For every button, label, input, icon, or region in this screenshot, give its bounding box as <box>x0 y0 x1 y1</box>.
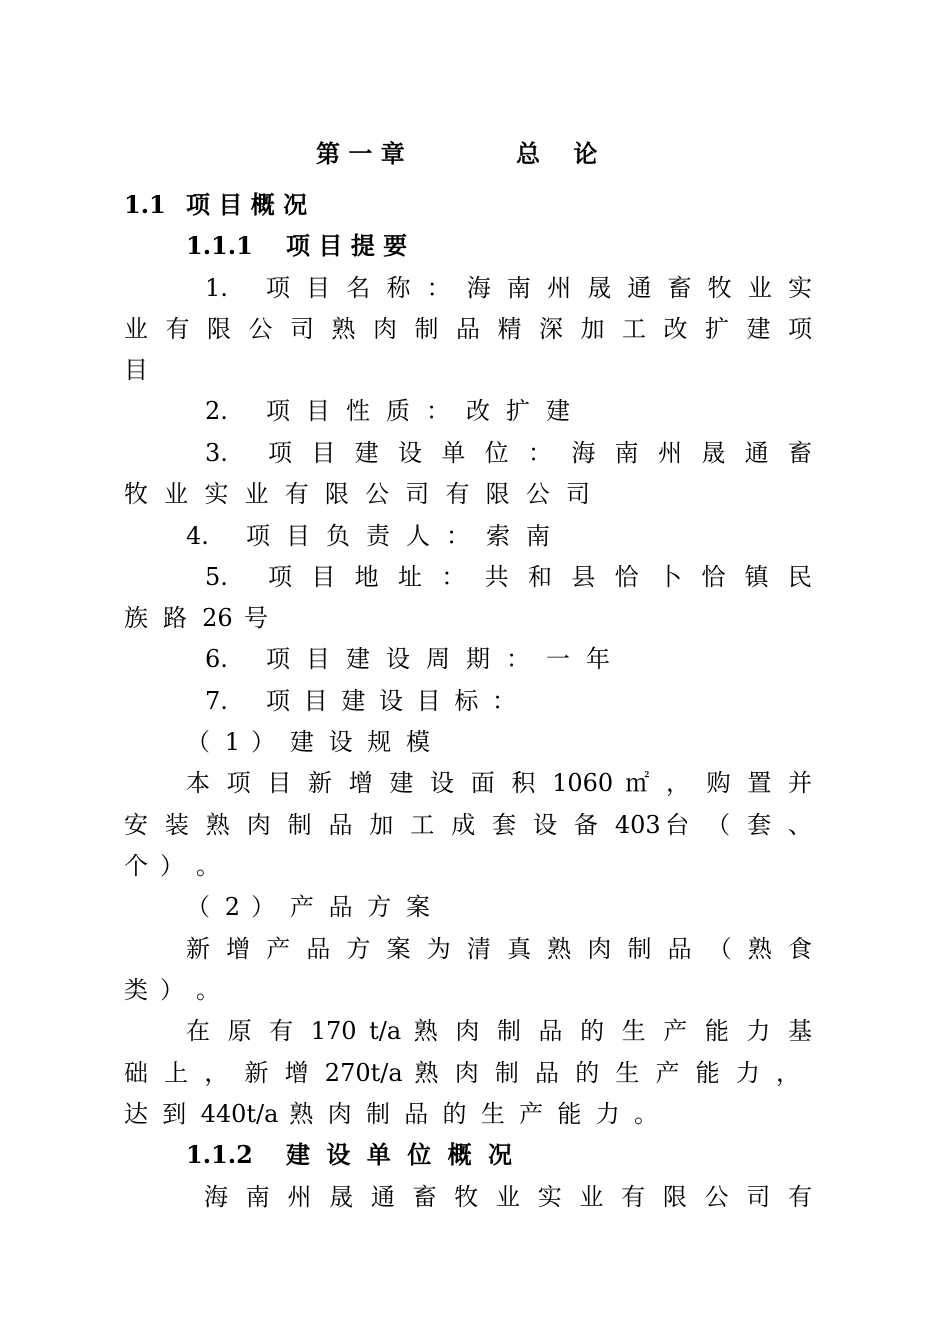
goal-2-para <box>0 932 950 966</box>
item-5-cont <box>0 601 950 635</box>
item-4-number: 4. <box>186 522 209 550</box>
chapter-title: 总 论 <box>516 139 598 168</box>
item-1-line-1: 项 目 名 称 ： 海 南 州 晟 通 畜 牧 业 实 <box>266 274 812 302</box>
capacity-para <box>0 1014 950 1048</box>
item-1-cont-2 <box>0 353 950 387</box>
item-1 <box>0 271 950 305</box>
item-1-line-2: 业 有 限 公 司 熟 肉 制 品 精 深 加 工 改 扩 建 项 <box>124 315 812 343</box>
section-1-1-title: 项 目 概 况 <box>186 190 308 219</box>
capacity-line-1: 在 原 有 170 t/a 熟 肉 制 品 的 生 产 能 力 基 <box>186 1017 812 1045</box>
section-1-1-2-title: 建 设 单 位 概 况 <box>286 1140 512 1169</box>
item-2 <box>0 394 950 428</box>
item-4 <box>0 519 950 553</box>
item-3-line-1: 项 目 建 设 单 位 ： 海 南 州 晟 通 畜 <box>268 439 812 467</box>
item-7 <box>0 684 950 718</box>
section-1-1-1-heading <box>0 229 950 263</box>
item-3-cont <box>0 477 950 511</box>
goal-1-line-1: 本 项 目 新 增 建 设 面 积 1060 ㎡ ， 购 置 并 <box>186 769 812 797</box>
capacity-line-2: 础 上 ， 新 增 270t/a 熟 肉 制 品 的 生 产 能 力 ， <box>124 1059 800 1087</box>
goal-1-para-cont <box>0 808 950 842</box>
item-5-number: 5. <box>205 563 228 591</box>
goal-1-line-2: 安 装 熟 肉 制 品 加 工 成 套 设 备 403台 （ 套 、 <box>124 811 812 839</box>
capacity-para-cont <box>0 1056 950 1090</box>
section-1-1-number: 1.1 <box>124 190 166 219</box>
item-3-number: 3. <box>205 439 228 467</box>
item-5-line-1: 项 目 地 址 ： 共 和 县 恰 卜 恰 镇 民 <box>268 563 812 591</box>
item-5-line-2: 族 路 26 号 <box>124 604 268 632</box>
section-1-1-2-heading <box>0 1138 950 1172</box>
goal-1-line-3: 个 ） 。 <box>124 852 220 880</box>
section-1-1-1-number: 1.1.1 <box>186 231 253 260</box>
goal-2-line-2: 类 ） 。 <box>124 976 220 1004</box>
section-1-1-heading <box>0 188 950 222</box>
goal-1-para <box>0 766 950 800</box>
capacity-para-cont-2 <box>0 1097 950 1131</box>
goal-1-para-cont-2 <box>0 849 950 883</box>
item-6 <box>0 642 950 676</box>
item-3-line-2: 牧 业 实 业 有 限 公 司 有 限 公 司 <box>124 480 590 508</box>
goal-2-para-cont <box>0 973 950 1007</box>
goal-2-heading <box>0 890 950 924</box>
capacity-line-3: 达 到 440t/a 熟 肉 制 品 的 生 产 能 力 。 <box>124 1100 658 1128</box>
item-6-text: 项 目 建 设 周 期 ： 一 年 <box>266 645 610 673</box>
item-3 <box>0 436 950 470</box>
item-1-cont <box>0 312 950 346</box>
item-2-text: 项 目 性 质 ： 改 扩 建 <box>266 397 570 425</box>
item-7-number: 7. <box>205 687 228 715</box>
item-1-line-3: 目 <box>124 356 148 384</box>
item-5 <box>0 560 950 594</box>
goal-2-heading-text: （ 2 ） 产 品 方 案 <box>186 893 430 921</box>
section-1-1-1-title: 项 目 提 要 <box>286 231 408 260</box>
company-line-1: 海 南 州 晟 通 畜 牧 业 实 业 有 限 公 司 有 <box>204 1183 812 1211</box>
chapter-number: 第 一 章 <box>316 139 405 168</box>
item-6-number: 6. <box>205 645 228 673</box>
goal-1-heading-text: （ 1 ） 建 设 规 模 <box>186 728 430 756</box>
item-4-text: 项 目 负 责 人 ： 索 南 <box>246 522 550 550</box>
company-para <box>0 1180 950 1214</box>
item-1-number: 1. <box>205 274 228 302</box>
chapter-heading <box>0 137 950 171</box>
section-1-1-2-number: 1.1.2 <box>186 1140 253 1169</box>
goal-2-line-1: 新 增 产 品 方 案 为 清 真 熟 肉 制 品 （ 熟 食 <box>186 935 812 963</box>
goal-1-heading <box>0 725 950 759</box>
item-7-text: 项 目 建 设 目 标 ： <box>266 687 516 715</box>
item-2-number: 2. <box>205 397 228 425</box>
